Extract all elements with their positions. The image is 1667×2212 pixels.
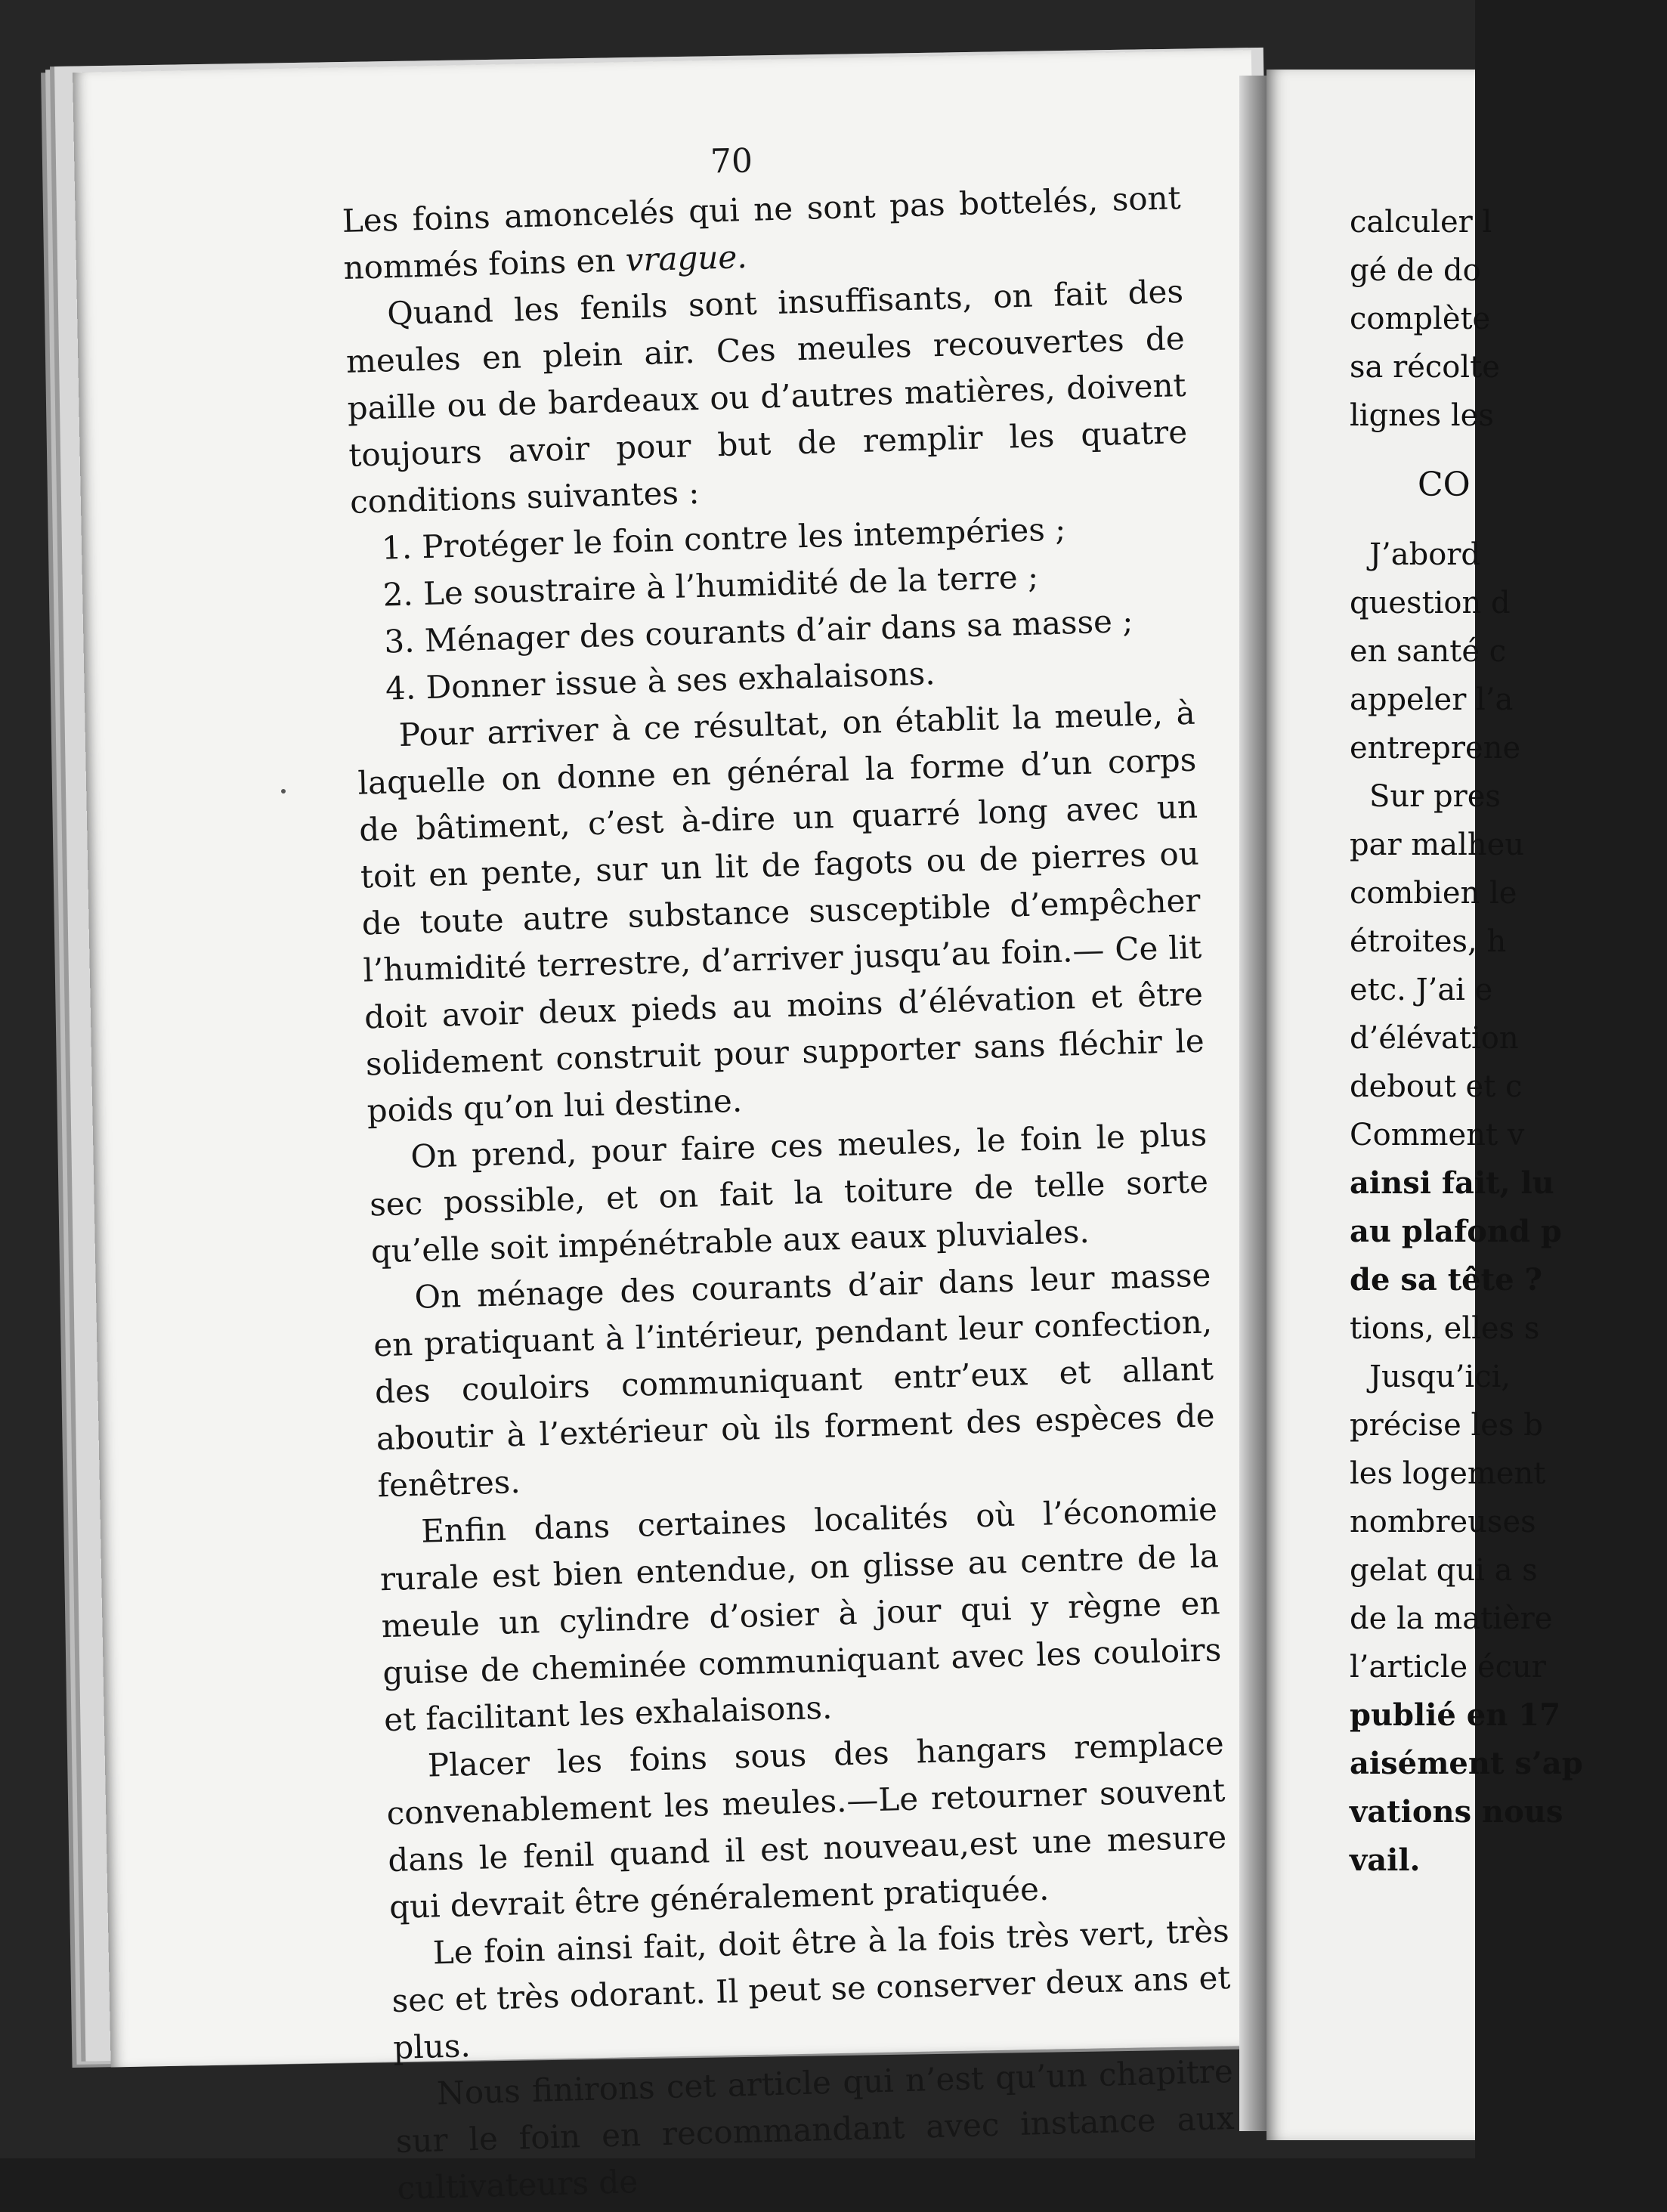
right-page-text-clip [1266,70,1583,2140]
dust-speck [281,789,286,794]
book-gutter [1239,76,1268,2131]
text-line: question d [1350,586,1511,620]
paragraph: Enfin dans certaines localités où l’économie rurale est bien entendue, on glisse au centre de la meule un cylindre d’osier à jour qui y règne en guise de cheminée communiquant avec les couloirs et facilitant les exhalaisons. [379,1490,1222,1739]
section-heading: CO [1418,466,1471,504]
text-line: gelat qui a s [1350,1553,1538,1588]
italic-term: vrague. [624,238,748,279]
text-line: vail. [1350,1842,1421,1878]
text-line: lignes les [1350,398,1494,433]
page-number: 70 [710,141,753,181]
text-line: aisément s’ap [1350,1746,1583,1781]
paragraph: Quand les fenils sont insuffisants, on fait des meules en plein air. Ces meules recouvertes de paille ou de bardeaux ou d’autres matières, doivent toujours avoir pour but de remplir les quatre conditions suivantes : [345,272,1188,521]
text-line: Jusqu’ici, [1369,1360,1511,1394]
text-line: tions, elles s [1350,1311,1540,1346]
text-line: vations nous [1350,1794,1563,1830]
paragraph: Le foin ainsi fait, doit être à la fois très vert, très sec et très odorant. Il peut se conserver deux ans et plus. [391,1912,1231,2067]
conditions-list [351,503,1194,713]
text-line: de sa tête ? [1350,1262,1542,1298]
text-line: Sur pres [1369,779,1501,814]
left-page-text [342,175,1236,2212]
list-item: 1. Protéger le foin contre les intempéries ; [381,510,1066,567]
text-line: de la matière [1350,1601,1553,1636]
text-line: J’abord [1369,537,1481,572]
list-item: 4. Donner issue à ses exhalaisons. [385,654,936,707]
text-line: gé de do [1350,253,1481,288]
text-line: complète [1350,302,1491,336]
text-line: par malheu [1350,828,1525,862]
text-line: combien le [1350,876,1517,911]
paragraph: Placer les foins sous des hangars remplace convenablement les meules.—Le retourner souvent dans le fenil quand il est nouveau,est une mesure qui devrait être généralement pratiquée. [386,1725,1227,1926]
text-line: sa récolte [1350,350,1500,385]
text-line: étroites, h [1350,924,1507,959]
text-line: debout et c [1350,1069,1523,1104]
paragraph: Les foins amoncelés qui ne sont pas bottelés, sont nommés foins en vrague. [342,179,1182,286]
text-line: l’article écur [1350,1650,1546,1685]
text-line: les logement [1350,1456,1546,1491]
right-page-text [1350,198,1667,1885]
text-line: publié en 17 [1350,1697,1560,1733]
paragraph: Nous finirons cet article qui n’est qu’un chapitre sur le foin en recommandant avec instance aux cultivateurs de [395,2053,1236,2207]
paragraph: On ménage des courants d’air dans leur masse en pratiquant à l’intérieur, pendant leur confection, des couloirs communiquant entr’eux et allant aboutir à l’extérieur où ils forment des espèces de fenêtres. [373,1256,1216,1505]
paragraph: On prend, pour faire ces meules, le foin le plus sec possible, et on fait la toiture de telle sorte qu’elle soit impénétrable aux eaux pluviales. [369,1115,1209,1270]
text-line: en santé c [1350,634,1507,669]
text-line: d’élévation [1350,1021,1519,1056]
text-line: nombreuses [1350,1505,1536,1539]
text-line: appeler l’a [1350,682,1514,717]
text-line: Comment v [1350,1118,1525,1152]
text-line: etc. J’ai e [1350,973,1493,1007]
list-item: 3. Ménager des courants d’air dans sa masse ; [383,602,1134,661]
paragraph: Pour arriver à ce résultat, on établit la meule, à laquelle on donne en général la forme d’un corps de bâtiment, c’est à-dire un quarré long avec un toit en pente, sur un lit de fagots ou de pierres ou de toute autre substance susceptible d’empêcher l’humidité terrestre, d’arriver jusqu’au foin.— Ce lit doit avoir deux pieds au moins d’élévation et être solidement construit pour supporter sans fléchir le poids qu’on lui destine. [357,694,1205,1130]
list-item: 2. Le soustraire à l’humidité de la terre ; [382,558,1039,614]
text-line: précise les b [1350,1408,1543,1443]
text-line: calculer l [1350,205,1492,240]
text-line: au plafond p [1350,1214,1562,1249]
text-line: entreprene [1350,731,1521,766]
text-line: ainsi fait, lu [1350,1165,1554,1201]
